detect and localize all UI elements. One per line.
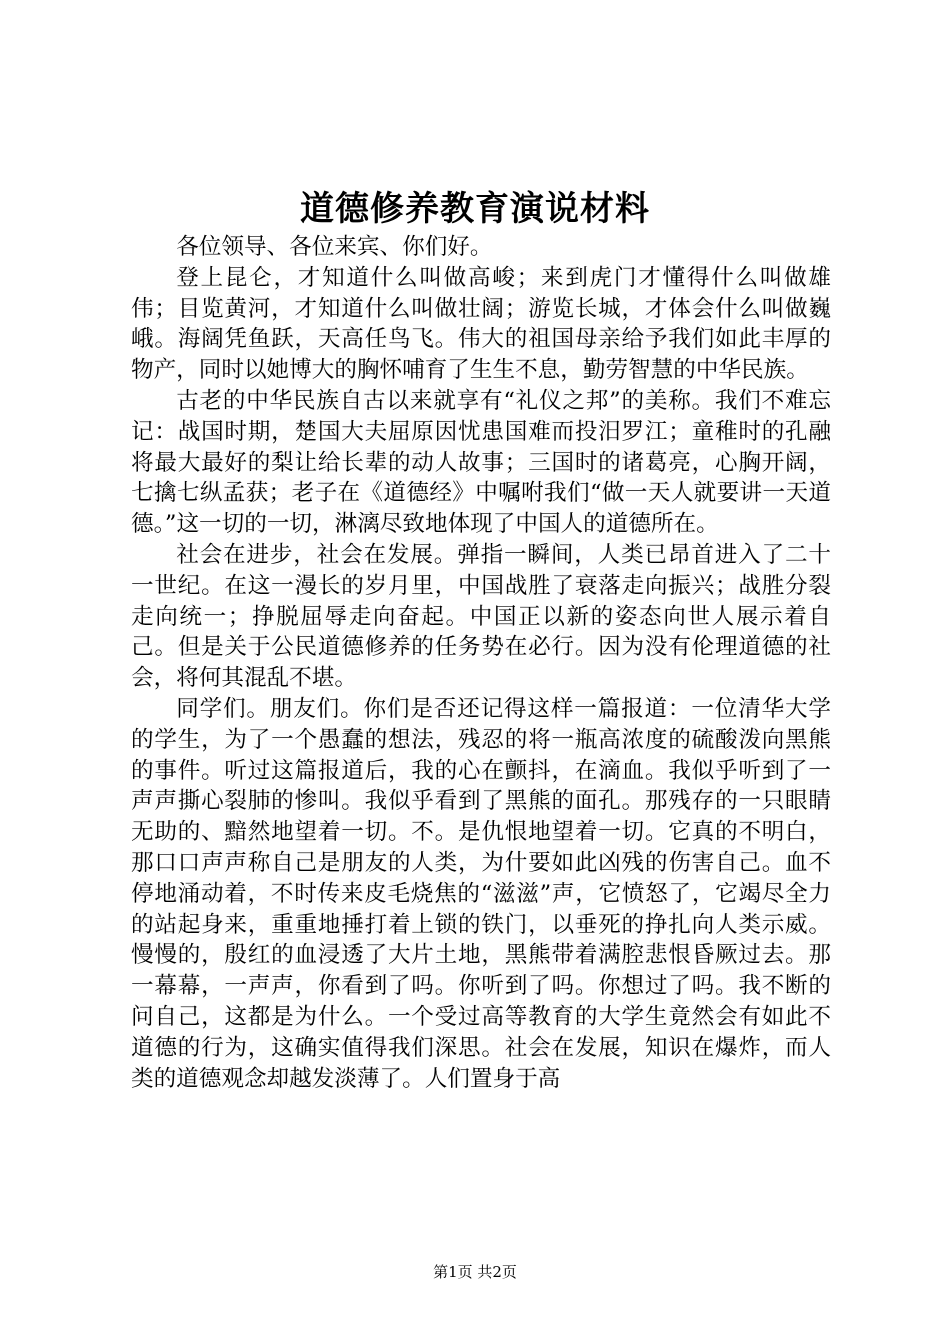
paragraph-motherland: 登上昆仑，才知道什么叫做高峻；来到虎门才懂得什么叫做雄伟；目览黄河，才知道什么叫做壮阔；游览长城，才体会什么叫做巍峨。海阔凭鱼跃，天高任鸟飞。伟大的祖国母亲给予我们如此丰厚的物产，同时以她博大的胸怀哺育了生生不息，勤劳智慧的中华民族。 [131, 264, 831, 384]
document-title: 道德修养教育演说材料 [300, 189, 650, 229]
paragraph-social-progress: 社会在进步，社会在发展。弹指一瞬间，人类已昂首进入了二十一世纪。在这一漫长的岁月里，中国战胜了衰落走向振兴；战胜分裂走向统一；挣脱屈辱走向奋起。中国正以新的姿态向世人展示着自己。但是关于公民道德修养的任务势在必行。因为没有伦理道德的社会，将何其混乱不堪。 [131, 541, 831, 692]
paragraph-greeting: 各位领导、各位来宾、你们好。 [176, 234, 493, 260]
paragraph-ancient-virtues: 古老的中华民族自古以来就享有“礼仪之邦”的美称。我们不难忘记：战国时期，楚国大夫屈原因忧患国难而投汨罗江；童稚时的孔融将最大最好的梨让给长辈的动人故事；三国时的诸葛亮，心胸开阔，七擒七纵孟获；老子在《道德经》中嘱咐我们“做一天人就要讲一天道德。”这一切的一切，淋漓尽致地体现了中国人的道德所在。 [131, 387, 831, 538]
document-body [131, 232, 831, 1094]
paragraph-bear-incident: 同学们。朋友们。你们是否还记得这样一篇报道：一位清华大学的学生，为了一个愚蠢的想法，残忍的将一瓶高浓度的硫酸泼向黑熊的事件。听过这篇报道后，我的心在颤抖，在滴血。我似乎听到了一声声撕心裂肺的惨叫。我似乎看到了黑熊的面孔。那残存的一只眼睛无助的、黯然地望着一切。不。是仇恨地望着一切。它真的不明白，那口口声声称自己是朋友的人类，为什要如此凶残的伤害自己。血不停地涌动着，不时传来皮毛烧焦的“滋滋”声，它愤怒了，它竭尽全力的站起身来，重重地捶打着上锁的铁门，以垂死的挣扎向人类示威。慢慢的，殷红的血浸透了大片土地，黑熊带着满腔悲恨昏厥过去。那一幕幕，一声声，你看到了吗。你听到了吗。你想过了吗。我不断的问自己，这都是为什么。一个受过高等教育的大学生竟然会有如此不道德的行为，这确实值得我们深思。社会在发展，知识在爆炸，而人类的道德观念却越发淡薄了。人们置身于高 [131, 695, 831, 1092]
page-number-footer: 第1页 共2页 [433, 1263, 517, 1281]
